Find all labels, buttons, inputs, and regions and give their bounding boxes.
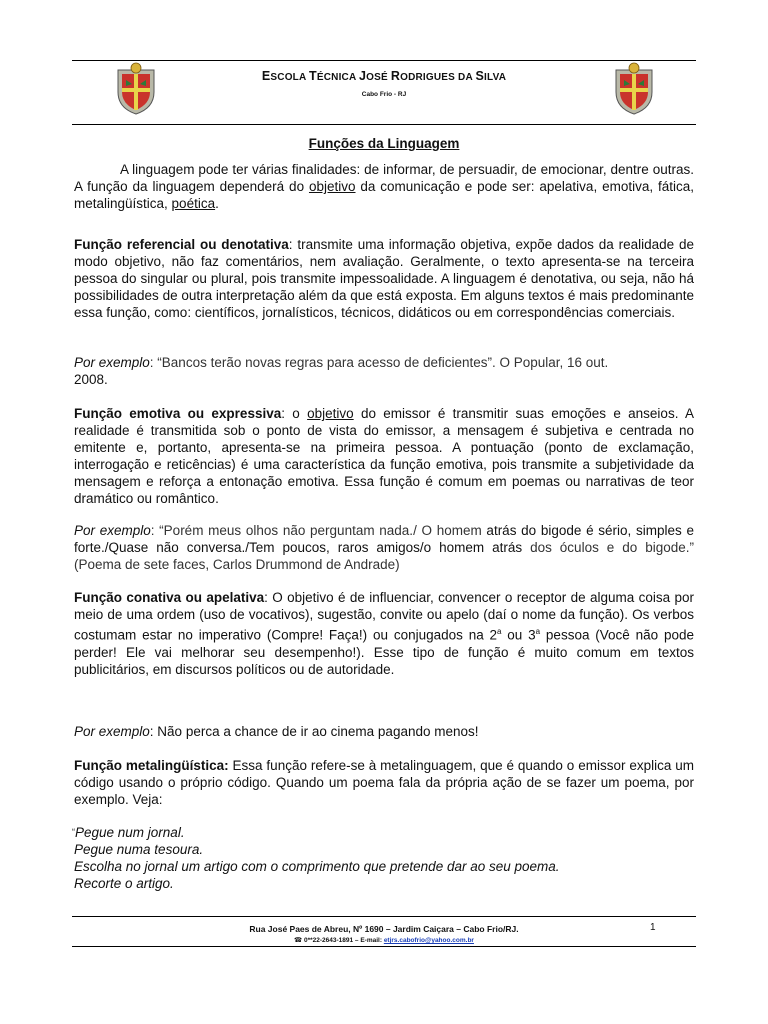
school-name: ESCOLA TÉCNICA JOSÉ RODRIGUES DA SILVA <box>261 69 507 83</box>
school-city: Cabo Frio - RJ <box>361 91 407 98</box>
email-link[interactable]: etjrs.cabofrio@yahoo.com.br <box>383 937 474 944</box>
poem-line: Escolha no jornal um artigo com o comprimento que pretende dar ao seu poema. <box>74 859 560 874</box>
poem-line: Recorte o artigo. <box>74 876 174 891</box>
conativa-paragraph: Função conativa ou apelativa: O objetivo é de influenciar, convencer o receptor de alguma coisa por meio de uma ordem (uso de vocativos), sugestão, convite ou apelo (daí o nome da função). Os verbos costumam estar no imperativo (Compre! Faça!) ou conjugados na 2$^a$ ou 3$^a$ pessoa (Você não pode perder! Ele vai melhorar seu desempenho!). Esse tipo de função é muito comum em textos publicitários, em discursos políticos ou de autoridade. <box>74 590 694 677</box>
page-number: 1 <box>650 922 656 933</box>
section-heading: Função metalingüística: <box>74 758 229 773</box>
section-heading: Função emotiva ou expressiva <box>74 406 282 421</box>
referencial-example: Por exemplo: “Bancos terão novas regras para acesso de deficientes”. O Popular, 16 out. 2008. <box>74 355 609 387</box>
footer-bottom-rule <box>72 946 696 947</box>
emotiva-paragraph: Função emotiva ou expressiva: o objetivo do emissor é transmitir suas emoções e anseios. A realidade é transmitida sob o ponto de vista do emissor, a mensagem é subjetiva e centrada no emitente e, portanto, apresenta-se na primeira pessoa. A pontuação (ponto de exclamação, interrogação e reticências) é uma característica da função emotiva, pois transmite a subjetividade da mensagem e reforça a entonação emotiva. Essa função é comum em poemas ou narrativas de teor dramático ou romântico. <box>74 406 695 506</box>
footer-top-rule <box>72 916 696 917</box>
footer-contact: ☎ 0**22-2643-1891 – E-mail: etjrs.cabofrio@yahoo.com.br <box>294 937 474 944</box>
metalinguistica-paragraph: Função metalingüística: Essa função refere-se à metalinguagem, que é quando o emissor explica um código usando o próprio código. Quando um poema fala da própria ação de se fazer um poema, por exemplo. Veja: <box>74 758 694 807</box>
footer-address: Rua José Paes de Abreu, Nº 1690 – Jardim Caiçara – Cabo Frio/RJ. <box>249 924 519 934</box>
poem-line: “Pegue num jornal. <box>72 825 185 840</box>
referencial-paragraph: Função referencial ou denotativa: transmite uma informação objetiva, expõe dados da realidade de modo objetivo, não faz comentários, nem avaliação. Geralmente, o texto apresenta-se na terceira pessoa do singular ou plural, pois transmite impessoalidade. A linguagem é denotativa, ou seja, não há possibilidades de outra interpretação além da que está exposta. Em alguns textos é mais predominante essa função, como: científicos, jornalísticos, técnicos, didáticos ou em correspondências comerciais. <box>74 237 694 320</box>
section-heading: Função referencial ou denotativa <box>74 237 289 252</box>
header-top-rule <box>72 60 696 61</box>
poem-line: Pegue numa tesoura. <box>74 842 204 857</box>
header-bottom-rule <box>72 124 696 125</box>
conativa-example: Por exemplo: Não perca a chance de ir ao cinema pagando menos! <box>74 724 479 739</box>
phone-icon: ☎ <box>294 937 304 944</box>
emotiva-example: Por exemplo: “Porém meus olhos não perguntam nada./ O homem atrás do bigode é sério, simples e forte./Quase não conversa./Tem poucos, raros amigos/o homem atrás dos óculos e do bigode.” (Poema de sete faces, Carlos Drummond de Andrade) <box>74 523 694 572</box>
intro-paragraph: A linguagem pode ter várias finalidades: de informar, de persuadir, de emocionar, dentre outras. A função da linguagem dependerá do objetivo da comunicação e pode ser: apelativa, emotiva, fática, metalingüística, poética. <box>74 162 694 211</box>
page-title: Funções da Linguagem <box>308 136 460 151</box>
poem-excerpt <box>72 824 692 892</box>
section-heading: Função conativa ou apelativa <box>74 590 265 605</box>
